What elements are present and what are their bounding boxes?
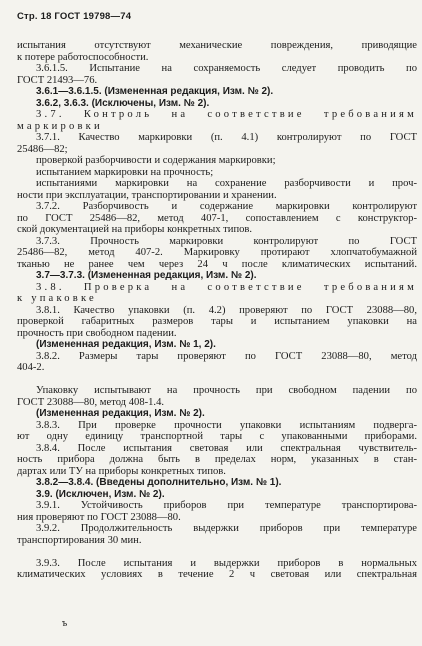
text-line: 3.8.1. Качество упаковки (п. 4.2) проверяют по ГОСТ 23088—80,	[36, 304, 417, 316]
amendment-note: 3.8.2—3.8.4. (Введены дополнительно, Изм. № 1).	[36, 477, 282, 488]
text-line: 3.8.2. Размеры тары проверяют по ГОСТ 23088—80, метод	[36, 350, 417, 362]
text-line: ской документацией на приборы конкретных типов.	[17, 224, 253, 235]
text-line: проверкой разборчивости и содержания маркировки;	[36, 155, 276, 166]
text-line: маркировки	[17, 120, 103, 132]
amendment-note: 3.6.1—3.6.1.5. (Измененная редакция, Изм. № 2).	[36, 86, 274, 97]
amendment-note: 3.6.2, 3.6.3. (Исключены, Изм. № 2).	[36, 97, 210, 109]
text-line: 25486—82, метод 407-2. Маркировку протирают хлопчатобумажной	[17, 247, 417, 258]
text-line: 3.8.3. При проверке прочности упаковки испытаниям подверга-	[36, 419, 417, 431]
text-line	[17, 374, 417, 386]
text-line: Упаковку испытывают на прочность при свободном падении по	[36, 385, 417, 396]
text-line: 25486—82;	[17, 143, 68, 155]
amendment-note: (Измененная редакция, Изм. № 2).	[36, 408, 205, 419]
text-line: ния проверяют по ГОСТ 23088—80.	[17, 511, 181, 523]
text-line: прочность при свободном падении.	[17, 327, 177, 339]
text-line: 3.7. Контроль на соответствие требованиям	[36, 109, 417, 120]
amendment-note: (Измененная редакция, Изм. № 1, 2).	[36, 339, 216, 350]
document-body	[17, 40, 417, 581]
text-line: ность прибора должна быть в пределах норм, указанных в стан-	[17, 454, 417, 465]
text-line: климатических условиях в течение 2 ч световая или спектральная	[17, 569, 417, 580]
stray-mark: ъ	[62, 618, 68, 629]
text-line: 3.7.1. Качество маркировки (п. 4.1) контролируют по ГОСТ	[36, 132, 417, 143]
amendment-note: 3.9. (Исключен, Изм. № 2).	[36, 488, 165, 500]
text-line: по ГОСТ 25486—82, метод 407-1, сопоставлением с конструктор-	[17, 212, 417, 224]
text-line: дартах или ТУ на приборы конкретных типов.	[17, 465, 226, 477]
text-line: 404-2.	[17, 362, 45, 373]
text-line: транспортирования 30 мин.	[17, 534, 142, 546]
text-line: тканью не ранее чем через 24 ч после климатических испытаний.	[17, 258, 417, 270]
text-line: к потере работоспособности.	[17, 51, 149, 63]
text-line: 3.8.4. После испытания световая или спектральная чувствитель-	[36, 442, 417, 454]
text-line: ют одну единицу транспортной тары с упакованными приборами.	[17, 431, 417, 442]
text-line: 3.7.2. Разборчивость и содержание маркировки контролируют	[36, 201, 417, 212]
text-line: ГОСТ 21493—76.	[17, 74, 98, 86]
text-line: испытаниями маркировки на сохранение разборчивости и проч-	[36, 178, 417, 189]
page-header: Стр. 18 ГОСТ 19798—74	[17, 11, 132, 22]
text-line: испытанием маркировки на прочность;	[36, 166, 214, 178]
text-line: 3.9.2. Продолжительность выдержки приборов при температуре	[36, 523, 417, 534]
text-line: 3.9.3. После испытания и выдержки приборов в нормальных	[36, 557, 417, 569]
text-line: испытания отсутствуют механические повреждения, приводящие	[17, 40, 417, 51]
text-line: ГОСТ 23088—80, метод 408-1.4.	[17, 396, 165, 408]
amendment-note: 3.7—3.7.3. (Измененная редакция, Изм. № 2).	[36, 270, 257, 281]
text-line: 3.9.1. Устойчивость приборов при температуре транспортирова-	[36, 500, 417, 511]
text-line: ности при эксплуатации, транспортировании и хранении.	[17, 189, 277, 201]
text-line: 3.8. Проверка на соответствие требованиям	[36, 281, 417, 293]
text-line: 3.6.1.5. Испытание на сохраняемость следует проводить по	[36, 63, 417, 74]
text-line: проверкой габаритных размеров тары и испытанием упаковки на	[17, 316, 417, 327]
text-line: к упаковке	[17, 293, 97, 304]
text-line	[17, 546, 417, 558]
text-line: 3.7.3. Прочность маркировки контролируют по ГОСТ	[36, 235, 417, 247]
